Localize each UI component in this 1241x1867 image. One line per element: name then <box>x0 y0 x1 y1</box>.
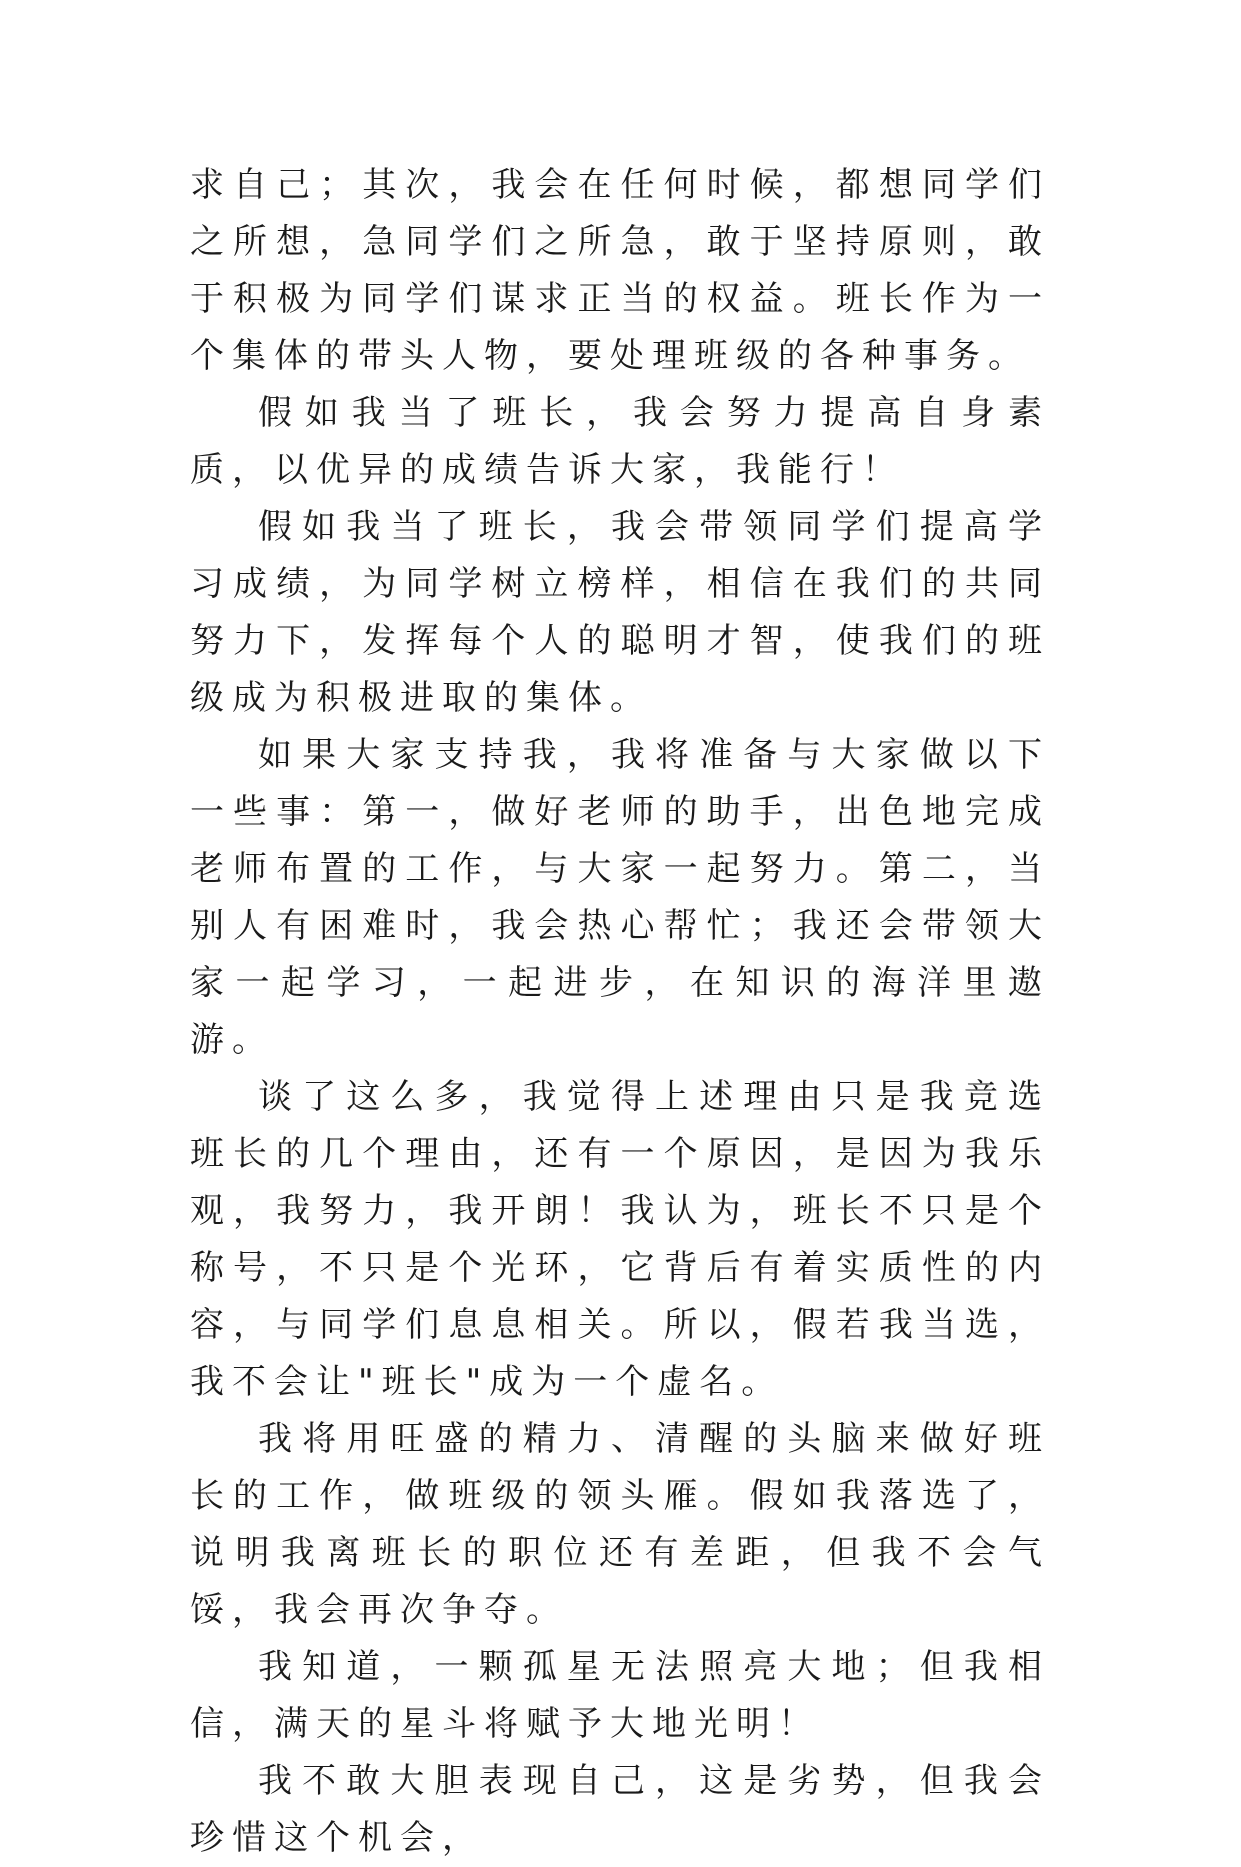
paragraph-1: 求自己；其次，我会在任何时候，都想同学们之所想，急同学们之所急，敢于坚持原则，敢于积极为同学们谋求正当的权益。班长作为一个集体的带头人物，要处理班级的各种事务。 <box>190 165 1050 376</box>
paragraph-3: 假如我当了班长，我会带领同学们提高学习成绩，为同学树立榜样，相信在我们的共同努力下，发挥每个人的聪明才智，使我们的班级成为积极进取的集体。 <box>190 507 1050 718</box>
paragraph-5: 谈了这么多，我觉得上述理由只是我竞选班长的几个理由，还有一个原因，是因为我乐观，我努力，我开朗！我认为，班长不只是个称号，不只是个光环，它背后有着实质性的内容，与同学们息息相关。所以，假若我当选，我不会让"班长"成为一个虚名。 <box>190 1077 1050 1402</box>
paragraph-6: 我将用旺盛的精力、清醒的头脑来做好班长的工作，做班级的领头雁。假如我落选了，说明我离班长的职位还有差距，但我不会气馁，我会再次争夺。 <box>190 1419 1050 1630</box>
paragraph-8: 我不敢大胆表现自己，这是劣势，但我会珍惜这个机会， <box>190 1761 1050 1858</box>
document-body <box>190 157 1050 1867</box>
paragraph-2: 假如我当了班长，我会努力提高自身素质，以优异的成绩告诉大家，我能行！ <box>190 393 1050 490</box>
paragraph-4: 如果大家支持我，我将准备与大家做以下一些事：第一，做好老师的助手，出色地完成老师布置的工作，与大家一起努力。第二，当别人有困难时，我会热心帮忙；我还会带领大家一起学习，一起进步，在知识的海洋里遨游。 <box>190 735 1050 1060</box>
paragraph-7: 我知道，一颗孤星无法照亮大地；但我相信，满天的星斗将赋予大地光明！ <box>190 1647 1050 1744</box>
